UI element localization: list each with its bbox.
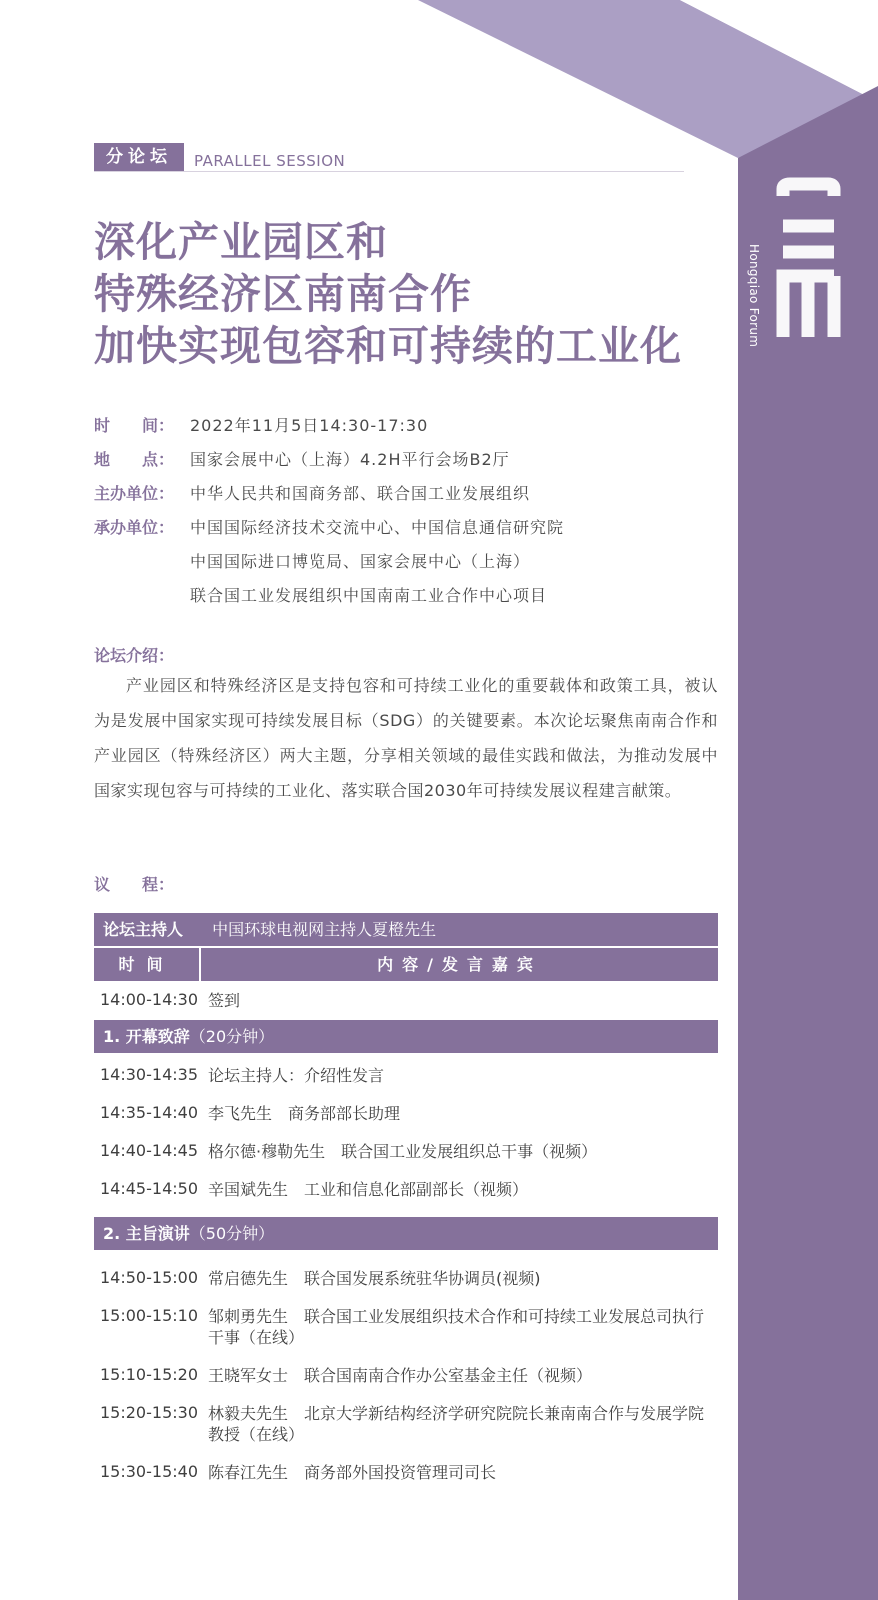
row-content: 格尔德·穆勒先生 联合国工业发展组织总干事（视频） bbox=[208, 1142, 598, 1161]
moderator-value: 中国环球电视网主持人夏橙先生 bbox=[212, 920, 437, 939]
title-line: 特殊经济区南南合作 bbox=[94, 270, 472, 318]
agenda-label: 议 程： bbox=[94, 875, 175, 894]
section-bar-1 bbox=[94, 1020, 718, 1053]
intro-label: 论坛介绍： bbox=[94, 646, 175, 665]
column-header-content: 内容/发言嘉宾 bbox=[201, 948, 718, 981]
column-header-time: 时间 bbox=[94, 948, 199, 981]
row-content: 陈春江先生 商务部外国投资管理司司长 bbox=[208, 1463, 497, 1482]
place-label: 地 点： bbox=[94, 450, 175, 469]
title-line: 加快实现包容和可持续的工业化 bbox=[94, 322, 682, 370]
row-time: 15:10-15:20 bbox=[100, 1365, 198, 1384]
organizer-value: 联合国工业发展组织中国南南工业合作中心项目 bbox=[190, 586, 548, 605]
place-value: 国家会展中心（上海）4.2H平行会场B2厅 bbox=[190, 450, 510, 469]
session-tag-en: PARALLEL SESSION bbox=[194, 152, 346, 170]
row-content: 辛国斌先生 工业和信息化部副部长（视频） bbox=[208, 1180, 529, 1199]
moderator-label: 论坛主持人 bbox=[103, 920, 184, 939]
row-time: 15:00-15:10 bbox=[100, 1306, 198, 1325]
section-duration: （50分钟） bbox=[189, 1224, 275, 1243]
row-content: 签到 bbox=[208, 991, 241, 1010]
header-divider bbox=[94, 171, 684, 172]
organizer-value: 中国国际经济技术交流中心、中国信息通信研究院 bbox=[190, 518, 565, 537]
row-content: 林毅夫先生 北京大学新结构经济学研究院院长兼南南合作与发展学院教授（在线） bbox=[208, 1404, 705, 1444]
row-time: 14:45-14:50 bbox=[100, 1179, 198, 1198]
row-time: 14:00-14:30 bbox=[100, 990, 198, 1009]
moderator-bar bbox=[94, 913, 718, 946]
organizer-value: 中国国际进口博览局、国家会展中心（上海） bbox=[190, 552, 531, 571]
row-time: 15:20-15:30 bbox=[100, 1403, 198, 1422]
row-time: 14:30-14:35 bbox=[100, 1065, 198, 1084]
row-content: 李飞先生 商务部部长助理 bbox=[208, 1104, 401, 1123]
row-content: 常启德先生 联合国发展系统驻华协调员(视频) bbox=[208, 1269, 541, 1288]
section-title: 2. 主旨演讲 bbox=[103, 1224, 190, 1243]
session-tag: 分论坛 bbox=[94, 143, 184, 171]
organizer-label: 承办单位： bbox=[94, 518, 175, 537]
section-bar-2 bbox=[94, 1217, 718, 1250]
intro-text: 产业园区和特殊经济区是支持包容和可持续工业化的重要载体和政策工具，被认为是发展中国家实现可持续发展目标（SDG）的关键要素。本次论坛聚焦南南合作和产业园区（特殊经济区）两大主题，分享相关领域的最佳实践和做法，为推动发展中国家实现包容与可持续的工业化、落实联合国2030年可持续发展议程建言献策。 bbox=[94, 676, 718, 800]
row-time: 14:40-14:45 bbox=[100, 1141, 198, 1160]
row-time: 14:35-14:40 bbox=[100, 1103, 198, 1122]
section-duration: （20分钟） bbox=[189, 1027, 275, 1046]
title-line: 深化产业园区和 bbox=[94, 218, 388, 266]
row-content: 论坛主持人：介绍性发言 bbox=[208, 1066, 385, 1085]
section-title: 1. 开幕致辞 bbox=[103, 1027, 190, 1046]
forum-title bbox=[94, 216, 734, 372]
row-time: 15:30-15:40 bbox=[100, 1462, 198, 1481]
row-content: 王晓军女士 联合国南南合作办公室基金主任（视频） bbox=[208, 1366, 593, 1385]
time-value: 2022年11月5日14:30-17:30 bbox=[190, 416, 429, 435]
time-label: 时 间： bbox=[94, 416, 175, 435]
row-content: 邹刺勇先生 联合国工业发展组织技术合作和可持续工业发展总司执行干事（在线） bbox=[208, 1307, 705, 1347]
host-label: 主办单位： bbox=[94, 484, 175, 503]
host-value: 中华人民共和国商务部、联合国工业发展组织 bbox=[190, 484, 531, 503]
row-time: 14:50-15:00 bbox=[100, 1268, 198, 1287]
